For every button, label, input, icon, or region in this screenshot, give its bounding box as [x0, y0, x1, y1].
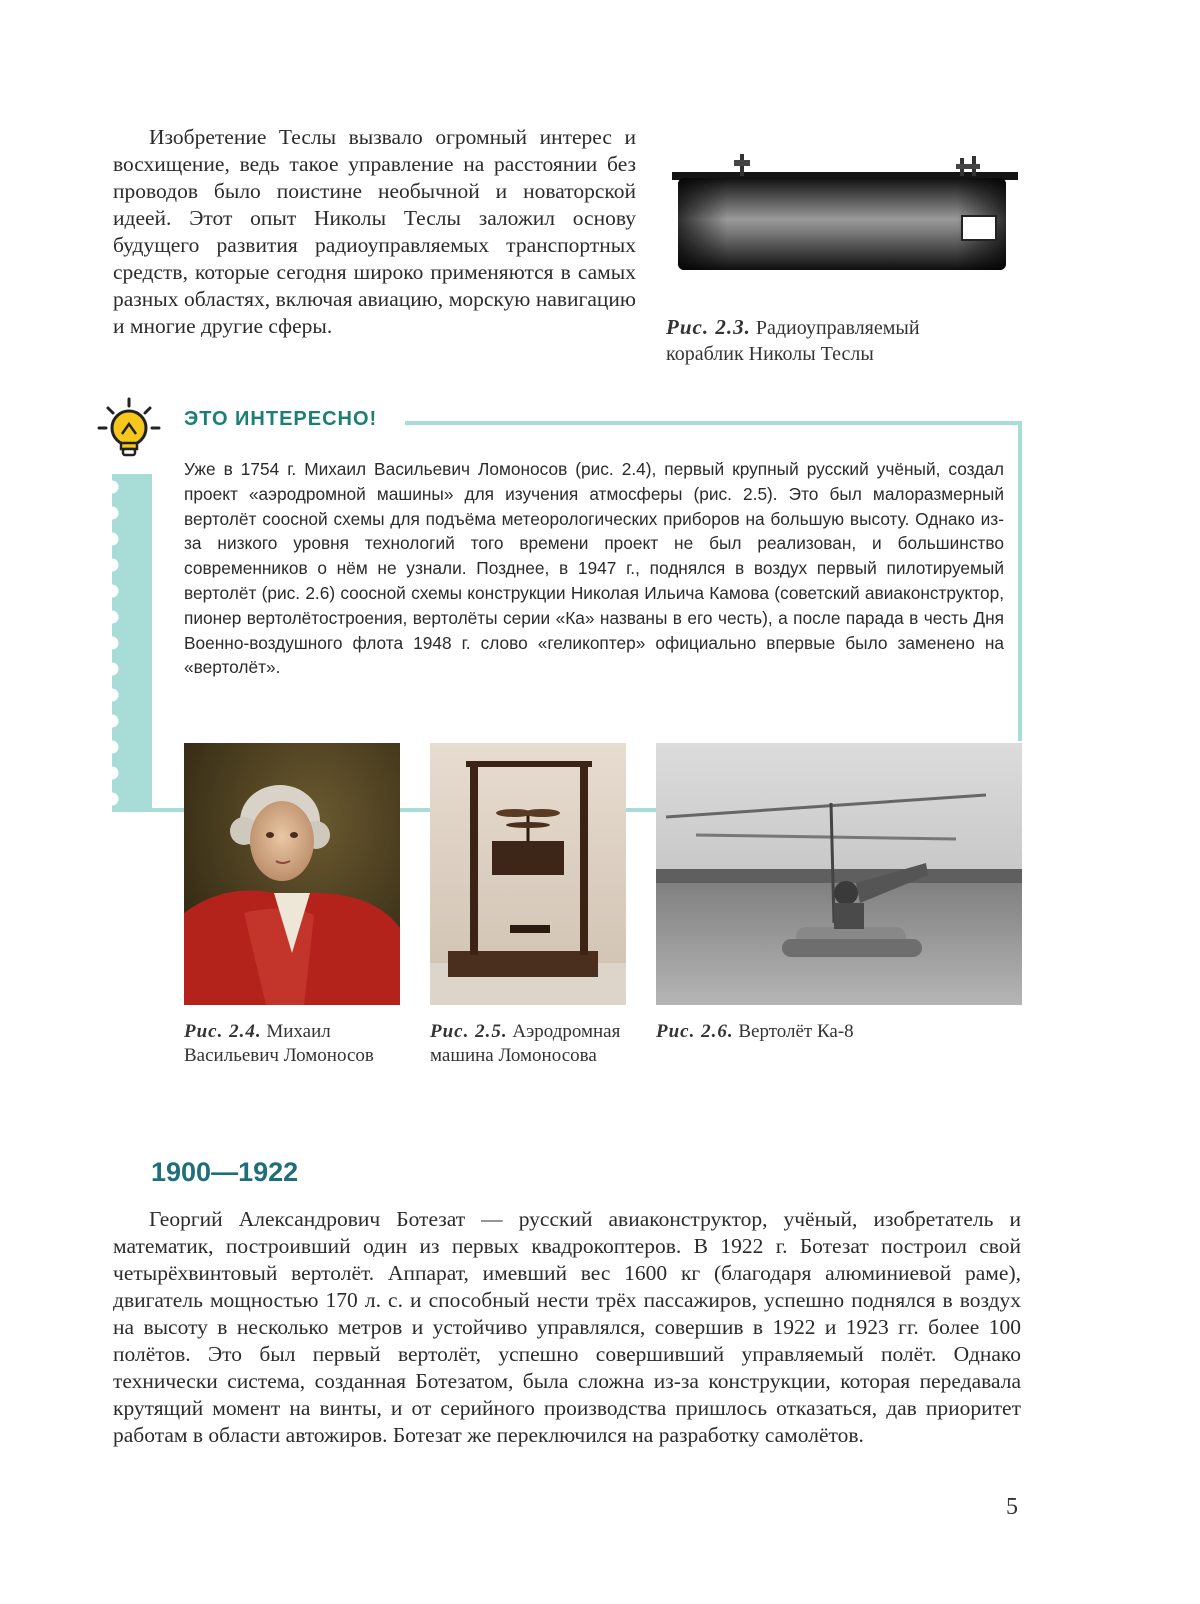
lightbulb-icon: [96, 396, 162, 462]
interesting-title: ЭТО ИНТЕРЕСНО!: [184, 408, 378, 430]
interesting-box-side-bar: [112, 474, 152, 812]
fig-2-6-text: Вертолёт Ка-8: [738, 1021, 854, 1042]
fig-2-6-label: Рис. 2.6.: [656, 1021, 734, 1042]
interesting-box-top-line: [405, 421, 1022, 425]
section-paragraph: Георгий Александрович Ботезат — русский авиаконструктор, учёный, изобретатель и математик, построивший один из первых квадрокоптеров. В 1922 г. Ботезат построил свой четырёхвинтовый вертолёт. Аппарат, имевший вес 1600 кг (благодаря алюминиевой раме), двигатель мощностью 170 л. с. и способный нести трёх пассажиров, успешно поднялся в воздух на высоту в несколько метров и устойчиво управлялся, совершив в 1922 и 1923 гг. более 100 полётов. Это был первый вертолёт, успешно совершивший управляемый полёт. Однако технически система, созданная Ботезатом, была сложна из-за конструкции, которая передавала крутящий момент на винты, и от серийного производства пришлось отказаться, дав приоритет работам в области автожиров. Ботезат же переключился на разработку самолётов.: [113, 1207, 1021, 1447]
section-heading: 1900—1922: [151, 1157, 299, 1187]
fig-2-5-caption: [430, 1020, 630, 1068]
fig-2-5-label: Рис. 2.5.: [430, 1021, 508, 1042]
interesting-box-right-line: [1018, 421, 1022, 741]
fig-2-5-text: Аэродромная машина Ломоносова: [430, 1021, 621, 1066]
fig-2-3-text: Радиоуправляемый кораблик Николы Теслы: [666, 317, 920, 365]
fig-2-4-text: Михаил Васильевич Ломоносов: [184, 1021, 374, 1066]
tesla-boat-image: [672, 138, 1022, 278]
aerodrome-machine-image: [430, 743, 626, 1005]
fig-2-6-caption: [656, 1020, 1016, 1044]
intro-paragraph: Изобретение Теслы вызвало огромный интерес и восхищение, ведь такое управление на расстоянии без проводов было поистине необычной и новаторской идеей. Этот опыт Николы Теслы заложил основу будущего развития радиоуправляемых транспортных средств, которые сегодня широко применяются в самых разных областях, включая авиацию, морскую навигацию и многие другие сферы.: [113, 125, 636, 338]
ka8-helicopter-image: [656, 743, 1022, 1005]
fig-2-3-label: Рис. 2.3.: [666, 315, 751, 339]
fig-2-3-caption: [666, 314, 996, 367]
interesting-text: Уже в 1754 г. Михаил Васильевич Ломоносов (рис. 2.4), первый крупный русский учёный, создал проект «аэродромной машины» для изучения атмосферы (рис. 2.5). Это был малоразмерный вертолёт соосной схемы для подъёма метеорологических приборов на большую высоту. Однако из-за низкого уровня технологий того времени проект не был реализован, и большинство современников о нём не узнали. Позднее, в 1947 г., поднялся в воздух первый пилотируемый вертолёт (рис. 2.6) соосной схемы конструкции Николая Ильича Камова (советский авиаконструктор, пионер вертолётостроения, вертолёты серии «Ка» названы в его честь), а после парада в честь Дня Военно-воздушного флота 1948 г. слово «геликоптер» официально впервые было заменено на «вертолёт».: [184, 459, 1004, 678]
fig-2-4-label: Рис. 2.4.: [184, 1021, 262, 1042]
page-number: 5: [1006, 1494, 1018, 1520]
lomonosov-portrait-image: [184, 743, 400, 1005]
fig-2-4-caption: [184, 1020, 414, 1068]
